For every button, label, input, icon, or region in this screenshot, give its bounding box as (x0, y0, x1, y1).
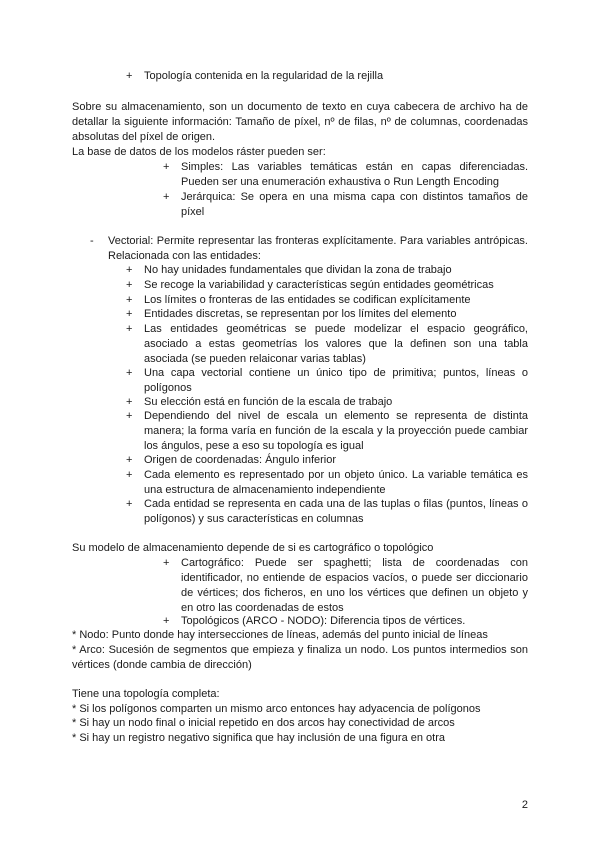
vector-item-text: Una capa vectorial contiene un único tipo de primitiva; puntos, líneas o polígonos (144, 367, 528, 394)
arco-note: * Arco: Sucesión de segmentos que empieza y finaliza un nodo. Los puntos intermedios son vértices (donde cambia de dirección) (72, 644, 528, 671)
bullet-plus: + (126, 410, 133, 422)
bullet-plus: + (126, 294, 133, 306)
storage-model-line: Su modelo de almacenamiento depende de si es cartográfico o topológico (72, 542, 434, 554)
vector-item-text: Dependiendo del nivel de escala un elemento se representa de distinta manera; la forma varía en función de la escala y la proyección puede cambiar los ángulos, pese a eso su topología es igual (144, 410, 528, 452)
vector-item (126, 497, 528, 527)
vector-item (126, 322, 528, 367)
raster-db-item-text: Simples: Las variables temáticas están en capas diferenciadas. Pueden ser una enumeración exhaustiva o Run Length Encoding (181, 161, 528, 188)
raster-db-item-text: Jerárquica: Se opera en una misma capa con distintos tamaños de píxel (181, 191, 528, 218)
vector-item-text: Cada elemento es representado por un objeto único. La variable temática es una estructura de almacenamiento independiente (144, 469, 528, 496)
storage-paragraph: Sobre su almacenamiento, son un documento de texto en cuya cabecera de archivo ha de detallar la siguiente información: Tamaño de píxel, nº de filas, nº de columnas, coordenadas absolutas del píxel de origen. (72, 101, 528, 143)
topology-heading: Tiene una topología completa: (72, 688, 220, 700)
bullet-plus: + (163, 615, 170, 627)
vector-item (126, 409, 528, 454)
vector-heading-text: Vectorial: Permite representar las fronteras explícitamente. Para variables antrópicas. Relacionada con las entidades: (108, 235, 528, 262)
bullet-plus: + (126, 367, 133, 379)
topology-item: * Si los polígonos comparten un mismo arco entonces hay adyacencia de polígonos (72, 703, 481, 715)
topology-item: * Si hay un registro negativo significa que hay inclusión de una figura en otra (72, 732, 446, 744)
bullet-plus: + (126, 279, 133, 291)
vector-item (126, 263, 528, 278)
vector-item-text: No hay unidades fundamentales que dividan la zona de trabajo (144, 264, 452, 276)
raster-db-line: La base de datos de los modelos ráster pueden ser: (72, 146, 326, 158)
storage-model-item (163, 556, 528, 616)
vector-item-text: Origen de coordenadas: Ángulo inferior (144, 454, 337, 466)
bullet-plus: + (126, 264, 133, 276)
vector-heading (90, 234, 528, 264)
nodo-note: * Nodo: Punto donde hay intersecciones de líneas, además del punto inicial de líneas (72, 629, 488, 641)
raster-db-item (163, 190, 528, 220)
bullet-plus: + (126, 308, 133, 320)
vector-item-text: Los límites o fronteras de las entidades se codifican explícitamente (144, 294, 471, 306)
bullet-dash: - (90, 235, 94, 247)
storage-model-item-text: Cartográfico: Puede ser spaghetti; lista de coordenadas con identificador, no entiende de espacios vacíos, o puede ser diccionario de vértices; dos ficheros, en uno los vértices que definen un objeto y en otro las coordenadas de estos (181, 557, 528, 614)
vector-item (126, 366, 528, 396)
storage-model-item (163, 614, 528, 629)
vector-item-text: Entidades discretas, se representan por los límites del elemento (144, 308, 457, 320)
bullet-plus: + (163, 161, 170, 173)
vector-item-text: Se recoge la variabilidad y características según entidades geométricas (144, 279, 494, 291)
bullet-plus: + (126, 454, 133, 466)
bullet-plus: + (126, 469, 133, 481)
topology-item: * Si hay un nodo final o inicial repetido en dos arcos hay conectividad de arcos (72, 717, 455, 729)
vector-item (126, 293, 528, 308)
vector-item (126, 278, 528, 293)
page-number: 2 (521, 799, 528, 811)
vector-item-text: Las entidades geométricas se puede modelizar el espacio geográfico, asociado a estas geometrías los valores que la definen son una tabla asociada (se pueden relaiconar varias tablas) (144, 323, 528, 365)
bullet-plus: + (163, 191, 170, 203)
bullet-plus: + (126, 396, 133, 408)
intro-bullet-text: Topología contenida en la regularidad de la rejilla (144, 70, 384, 82)
vector-item (126, 307, 528, 322)
vector-item (126, 395, 528, 410)
raster-db-item (163, 160, 528, 190)
bullet-plus: + (126, 70, 133, 82)
storage-model-item-text: Topológicos (ARCO - NODO): Diferencia tipos de vértices. (181, 615, 466, 627)
vector-item-text: Su elección está en función de la escala de trabajo (144, 396, 393, 408)
bullet-plus: + (163, 557, 170, 569)
vector-item-text: Cada entidad se representa en cada una de las tuplas o filas (puntos, líneas o polígonos) y sus características en columnas (144, 498, 528, 525)
intro-bullet (126, 69, 528, 84)
vector-item (126, 453, 528, 468)
bullet-plus: + (126, 323, 133, 335)
bullet-plus: + (126, 498, 133, 510)
vector-item (126, 468, 528, 498)
